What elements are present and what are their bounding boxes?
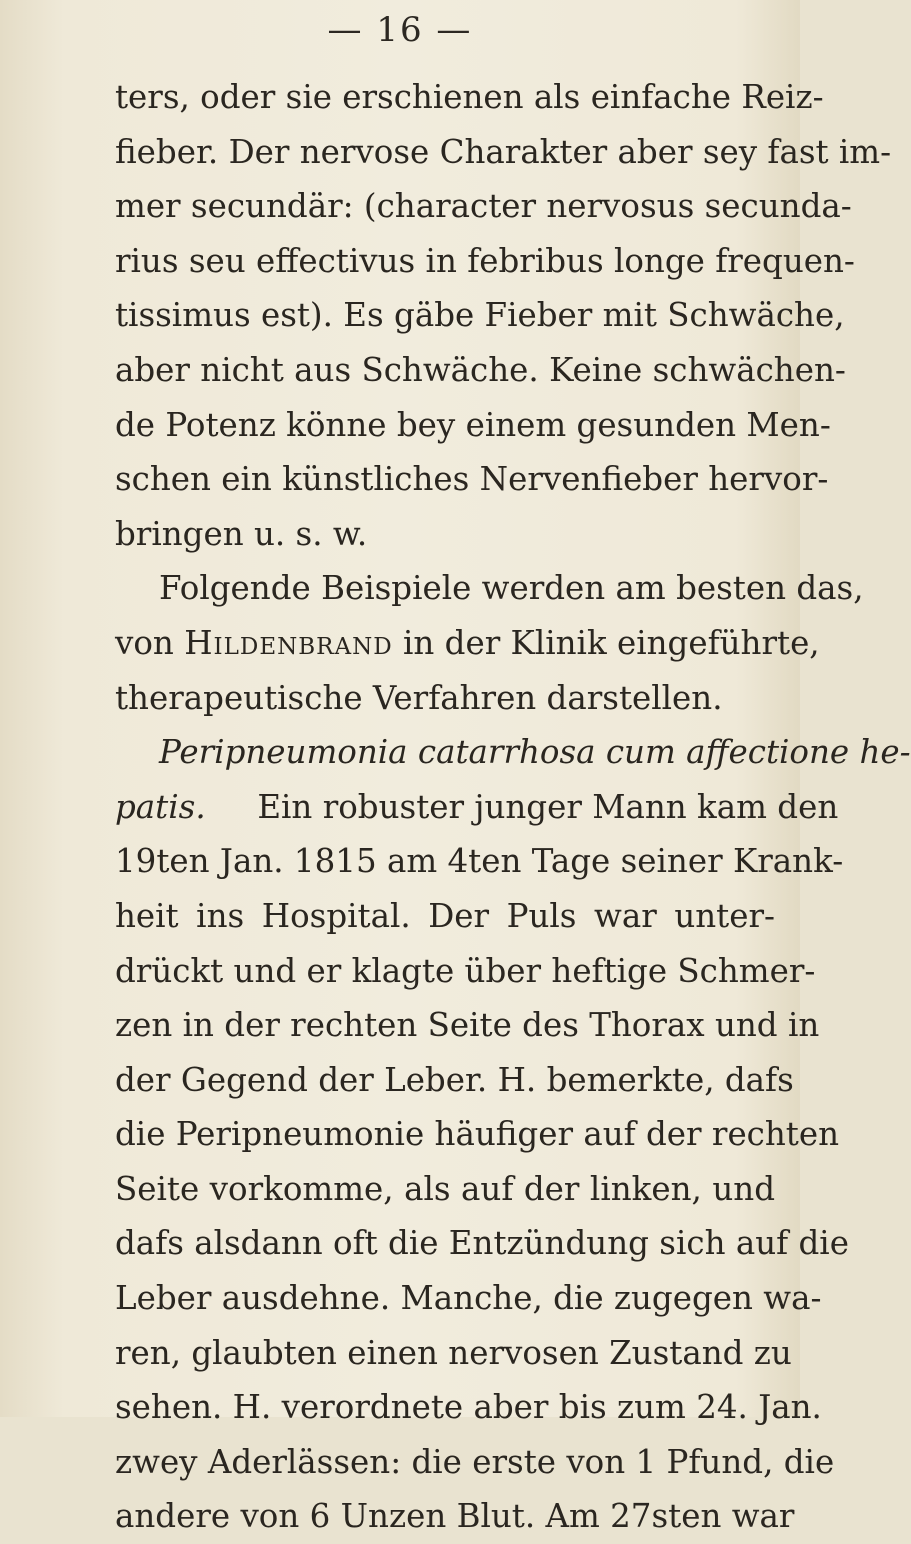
text-line: die Peripneumonie häufiger auf der rechten [115, 1115, 840, 1154]
text-line: Leber ausdehne. Manche, die zugegen wa- [115, 1279, 822, 1318]
text-line: zen in der rechten Seite des Thorax und in [115, 1006, 820, 1045]
text-line: mer secundär: (character nervosus secunda- [115, 187, 852, 226]
text-line: heit ins Hospital. Der Puls war unter- [115, 896, 775, 935]
text-line: dafs alsdann oft die Entzündung sich auf die [115, 1224, 849, 1263]
text-line: 19ten Jan. 1815 am 4ten Tage seiner Krank- [115, 842, 844, 881]
text-line: bringen u. s. w. [115, 514, 368, 553]
text-line: ren, glaubten einen nervosen Zustand zu [115, 1333, 792, 1372]
body-text [115, 70, 911, 1544]
text-line: andere von 6 Unzen Blut. Am 27sten war [115, 1497, 795, 1536]
text-line: sehen. H. verordnete aber bis zum 24. Jan. [115, 1388, 822, 1427]
case-heading-end: patis. [115, 787, 206, 826]
text-line: de Potenz könne bey einem gesunden Men- [115, 405, 831, 444]
text-fragment: Ein robuster junger Mann kam den [257, 787, 839, 826]
text-line: zwey Aderlässen: die erste von 1 Pfund, die [115, 1442, 835, 1481]
text-line [115, 616, 820, 671]
page-number: — 16 — [327, 10, 473, 50]
text-line: therapeutische Verfahren darstellen. [115, 678, 723, 717]
case-heading: Peripneumonia catarrhosa cum affectione he- [159, 733, 911, 772]
text-line: Folgende Beispiele werden am besten das, [159, 569, 864, 608]
text-fragment: in der Klinik eingeführte, [403, 623, 820, 662]
text-line: aber nicht aus Schwäche. Keine schwächen- [115, 350, 846, 389]
text-line: schen ein künstliches Nervenfieber hervor- [115, 460, 829, 499]
text-line: drückt und er klagte über heftige Schmer- [115, 951, 816, 990]
text-line: der Gegend der Leber. H. bemerkte, dafs [115, 1060, 794, 1099]
text-line: fieber. Der nervose Charakter aber sey fast im- [115, 132, 892, 171]
text-line: rius seu effectivus in febribus longe frequen- [115, 241, 855, 280]
text-line: tissimus est). Es gäbe Fieber mit Schwäche, [115, 296, 845, 335]
text-line: Seite vorkomme, als auf der linken, und [115, 1169, 775, 1208]
text-line: ters, oder sie erschienen als einfache Reiz- [115, 78, 824, 116]
text-fragment: von [115, 623, 174, 662]
text-line [115, 780, 839, 835]
author-name: Hildenbrand [184, 623, 393, 662]
